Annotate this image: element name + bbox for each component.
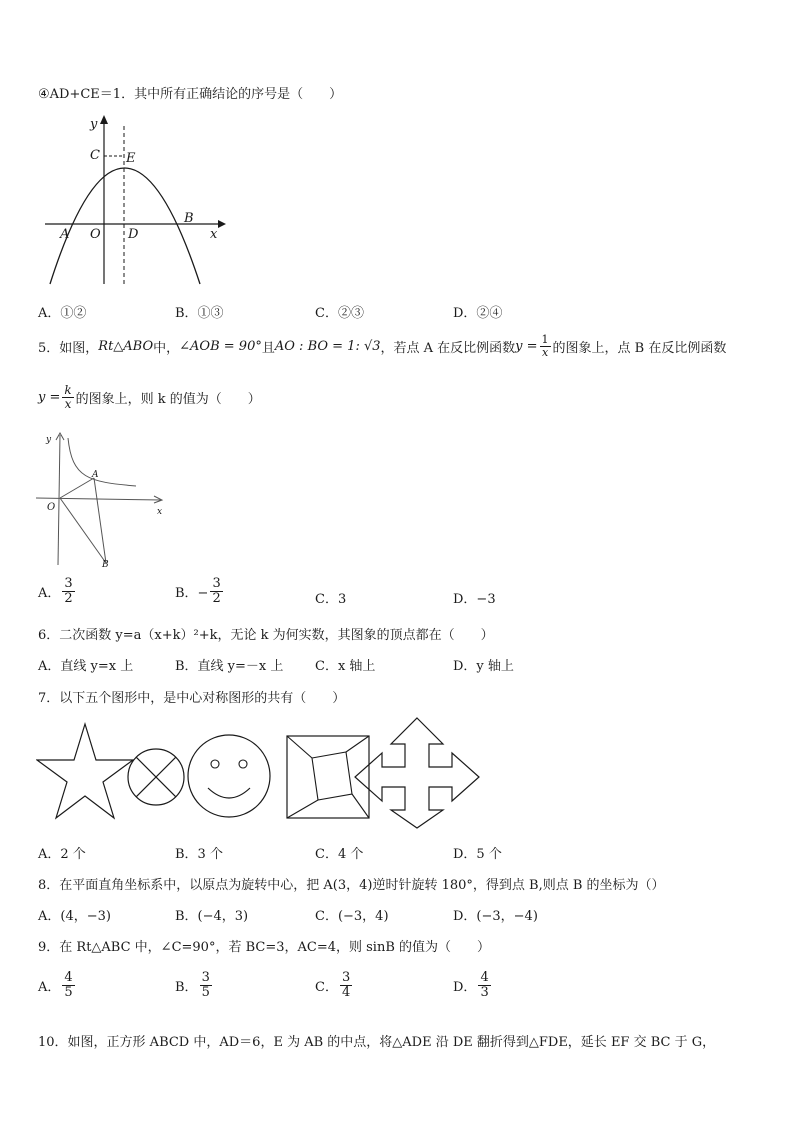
q5-stem-line1 xyxy=(38,334,726,358)
q7-option-a: A．2 个 xyxy=(38,847,86,862)
q8-option-d: D．(−3，−4) xyxy=(453,909,538,924)
smiley-face-figure xyxy=(188,735,270,817)
square-pinwheel-figure xyxy=(287,736,369,818)
q6-option-c: C．x 轴上 xyxy=(315,659,376,674)
q5-text: 且 xyxy=(261,340,275,356)
label-c: C xyxy=(90,148,100,163)
label-o: O xyxy=(90,227,101,242)
q5-stem-line2 xyxy=(38,384,261,410)
segment-oa xyxy=(60,478,94,498)
q8-option-b: B．(−4，3) xyxy=(175,909,249,924)
segment-ab xyxy=(94,478,106,563)
q10-stem: 10．如图，正方形 ABCD 中，AD＝6，E 为 AB 的中点，将△ADE 沿 DE 翻折得到△FDE，延长 EF 交 BC 于 G， xyxy=(38,1035,716,1050)
x-axis-arrow xyxy=(218,220,226,228)
q4-parabola-graph xyxy=(40,112,230,292)
q5-fraction-k-over-x: $\frac{k}{x}$ xyxy=(64,383,72,411)
q5-func: y = xyxy=(515,338,538,354)
q9-option-c: C． $\frac{3}{4}$ xyxy=(315,970,351,1000)
q5-text: ，若点 A 在反比例函数 xyxy=(380,340,516,356)
q5-text: 中， xyxy=(153,340,180,356)
label-y: y xyxy=(90,117,98,132)
q5-text: 的图象上，则 k 的值为（ ） xyxy=(75,391,261,407)
q7-option-b: B．3 个 xyxy=(175,847,223,862)
four-arrows-figure xyxy=(355,718,479,828)
label-b: B xyxy=(102,560,109,570)
segment-ob xyxy=(60,498,106,563)
q8-option-c: C．(−3，4) xyxy=(315,909,389,924)
x-axis xyxy=(36,498,161,500)
q9-stem: 9．在 Rt△ABC 中，∠C=90°，若 BC=3，AC=4，则 sinB 的值为（ ） xyxy=(38,940,491,955)
q8-stem: 8．在平面直角坐标系中，以原点为旋转中心，把 A(3，4)逆时针旋转 180°，得到点 B,则点 B 的坐标为（） xyxy=(38,878,665,893)
q5-angle: ∠AOB = 90° xyxy=(179,338,262,354)
q7-five-figures xyxy=(36,714,498,832)
parabola-curve xyxy=(50,168,200,284)
q5-option-d: D．−3 xyxy=(453,592,496,607)
q6-stem: 6．二次函数 y=a（x+k）²+k，无论 k 为何实数，其图象的顶点都在（ ） xyxy=(38,628,494,643)
label-e: E xyxy=(126,151,136,166)
left-eye xyxy=(211,760,219,768)
q4-option-d: D．②④ xyxy=(453,306,503,321)
q7-option-c: C．4 个 xyxy=(315,847,364,862)
label-x: x xyxy=(210,227,218,242)
label-a: A xyxy=(92,470,99,480)
q9-option-a: A． $\frac{4}{5}$ xyxy=(38,970,73,1000)
q9-option-b: B． $\frac{3}{5}$ xyxy=(175,970,210,1000)
star-figure xyxy=(37,724,133,818)
q9-option-d: D． $\frac{4}{3}$ xyxy=(453,970,489,1000)
label-a: A xyxy=(60,227,70,242)
q5-ratio: AO : BO = 1: √3 xyxy=(274,338,381,354)
q7-option-d: D．5 个 xyxy=(453,847,502,862)
right-eye xyxy=(239,760,247,768)
q5-text: 的图象上，点 B 在反比例函数 xyxy=(552,340,727,356)
q6-option-d: D．y 轴上 xyxy=(453,659,514,674)
y-axis-arrow xyxy=(100,115,108,124)
q5-triangle: Rt△ABO xyxy=(98,338,154,354)
label-b: B xyxy=(184,211,194,226)
q6-option-a: A．直线 y=x 上 xyxy=(38,659,134,674)
q5-fraction-1-over-x: $\frac{1}{x}$ xyxy=(541,333,549,359)
label-y: y xyxy=(46,435,52,445)
q4-option-c: C．②③ xyxy=(315,306,364,321)
q4-option-b: B．①③ xyxy=(175,306,224,321)
q5-func: y = xyxy=(38,389,61,405)
label-o: O xyxy=(47,502,56,513)
q4-option-a: A．①② xyxy=(38,306,87,321)
q5-option-a: A． $\frac{3}{2}$ xyxy=(38,576,73,606)
label-x: x xyxy=(157,507,163,517)
smile xyxy=(208,788,250,798)
q8-option-a: A．(4，−3) xyxy=(38,909,111,924)
q5-text: 5．如图， xyxy=(38,340,99,356)
q6-option-b: B．直线 y=－x 上 xyxy=(175,659,284,674)
label-d: D xyxy=(128,227,139,242)
q5-hyperbola-sketch xyxy=(36,430,171,570)
hyperbola-curve xyxy=(68,438,136,486)
q7-stem: 7．以下五个图形中，是中心对称图形的共有（ ） xyxy=(38,691,346,706)
q5-option-c: C．3 xyxy=(315,592,347,607)
q5-option-b: B．− $\frac{3}{2}$ xyxy=(175,576,221,606)
y-axis xyxy=(58,435,60,565)
q4-stem: ④AD+CE＝1．其中所有正确结论的序号是（ ） xyxy=(38,87,343,102)
